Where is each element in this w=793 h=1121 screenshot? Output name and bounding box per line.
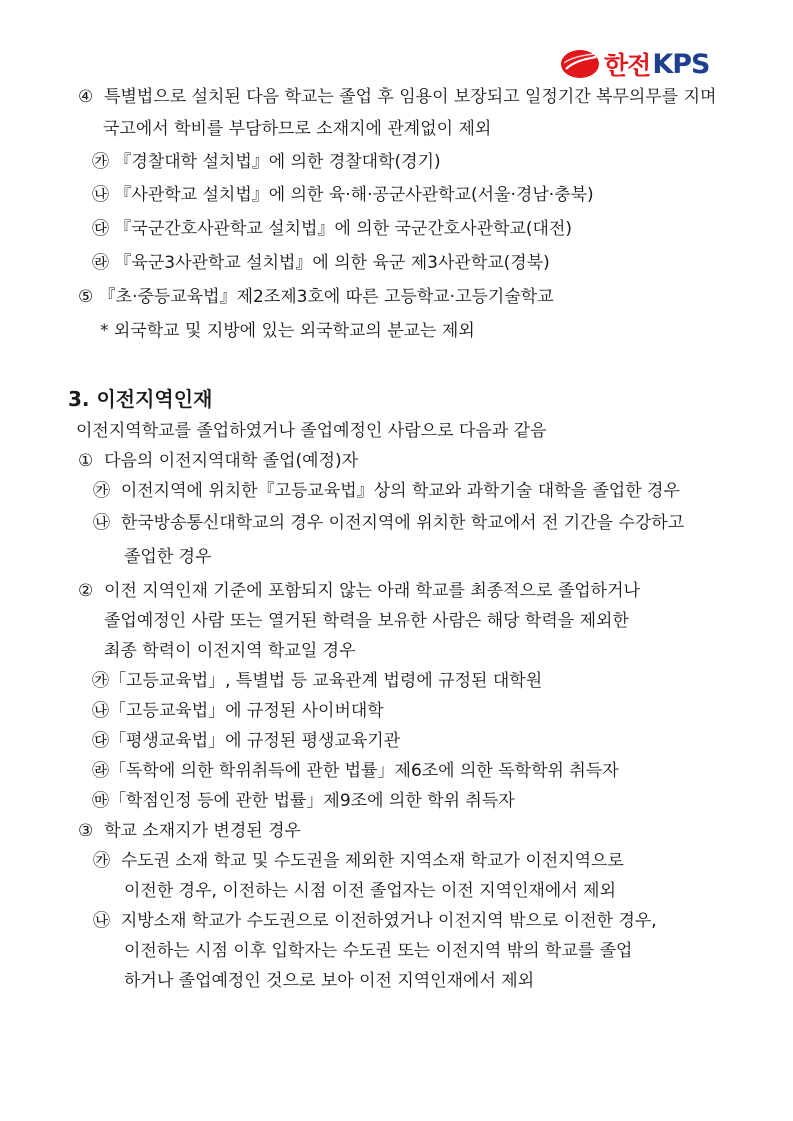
s3-item-1-marker: ① — [78, 451, 94, 471]
item-5-marker: ⑤ — [78, 287, 94, 307]
sub-marker: ㉯ — [93, 911, 110, 931]
item-4-line-1 — [78, 86, 716, 108]
s3-item-3-sub-2-cont-1: 이전하는 시점 이후 입학자는 수도권 또는 이전지역 밖의 학교를 졸업 — [124, 941, 633, 961]
logo-latin-text: KPS — [652, 48, 710, 80]
sub-text: 수도권 소재 학교 및 수도권을 제외한 지역소재 학교가 이전지역으로 — [120, 851, 624, 871]
s3-item-1-sub-2 — [93, 512, 684, 534]
s3-item-2-sub-5 — [92, 790, 515, 812]
sub-marker: ㉱ — [92, 761, 109, 781]
s3-item-2-marker: ② — [78, 581, 94, 601]
sub-marker: ㉰ — [92, 731, 109, 751]
s3-item-1-text: 다음의 이전지역대학 졸업(예정)자 — [104, 451, 359, 471]
sub-text: 「고등교육법」에 규정된 사이버대학 — [109, 701, 384, 721]
section-3-intro: 이전지역학교를 졸업하였거나 졸업예정인 사람으로 다음과 같음 — [76, 421, 547, 441]
sub-marker: ㉲ — [92, 791, 109, 811]
sub-text: 이전지역에 위치한『고등교육법』상의 학교와 과학기술 대학을 졸업한 경우 — [120, 481, 680, 501]
item-4-text-1: 특별법으로 설치된 다음 학교는 졸업 후 임용이 보장되고 일정기간 복무의무를 지며 — [104, 87, 717, 107]
sub-text: 「고등교육법」, 특별법 등 교육관계 법령에 규정된 대학원 — [109, 671, 543, 691]
sub-marker: ㉯ — [93, 513, 110, 533]
s3-item-3-sub-2 — [93, 910, 657, 932]
item-4-sub-1 — [92, 151, 441, 173]
item-5-note: * 외국학교 및 지방에 있는 외국학교의 분교는 제외 — [100, 321, 475, 341]
sub-marker: ㉯ — [92, 701, 109, 721]
item-5-line — [78, 286, 554, 308]
s3-item-3 — [78, 820, 301, 842]
sub-text: 『육군3사관학교 설치법』에 의한 육군 제3사관학교(경북) — [114, 253, 550, 273]
sub-marker: ㉮ — [93, 851, 110, 871]
s3-item-2-text-1: 이전 지역인재 기준에 포함되지 않는 아래 학교를 최종적으로 졸업하거나 — [104, 581, 640, 601]
logo-korean-text: 한전 — [604, 51, 651, 80]
sub-text: 「학점인정 등에 관한 법률」제9조에 의한 학위 취득자 — [109, 791, 515, 811]
s3-item-3-sub-1 — [93, 850, 624, 872]
kepco-kps-logo — [560, 46, 709, 82]
item-4-marker: ④ — [78, 87, 94, 107]
sub-marker: ㉯ — [92, 185, 109, 205]
s3-item-1 — [78, 450, 358, 472]
sub-marker: ㉮ — [92, 152, 109, 172]
s3-item-2-sub-2 — [92, 700, 384, 722]
sub-marker: ㉱ — [92, 253, 109, 273]
s3-item-2-sub-3 — [92, 730, 400, 752]
sub-marker: ㉰ — [92, 219, 109, 239]
s3-item-2-sub-1 — [92, 670, 542, 692]
sub-text: 『경찰대학 설치법』에 의한 경찰대학(경기) — [114, 152, 441, 172]
kps-emblem-icon — [560, 49, 600, 79]
item-5-text: 『초·중등교육법』제2조제3호에 따른 고등학교·고등기술학교 — [98, 287, 554, 307]
s3-item-2-sub-4 — [92, 760, 619, 782]
s3-item-2-line-2: 졸업예정인 사람 또는 열거된 학력을 보유한 사람은 해당 학력을 제외한 — [104, 611, 629, 631]
item-4-sub-2 — [92, 184, 594, 206]
item-4-sub-4 — [92, 252, 550, 274]
sub-text: 한국방송통신대학교의 경우 이전지역에 위치한 학교에서 전 기간을 수강하고 — [120, 513, 685, 533]
s3-item-3-text: 학교 소재지가 변경된 경우 — [104, 821, 301, 841]
sub-marker: ㉮ — [92, 671, 109, 691]
section-3-heading: 3. 이전지역인재 — [68, 387, 213, 411]
item-4-sub-3 — [92, 218, 572, 240]
sub-text: 『사관학교 설치법』에 의한 육·해·공군사관학교(서울·경남·충북) — [114, 185, 594, 205]
s3-item-3-sub-1-cont: 이전한 경우, 이전하는 시점 이전 졸업자는 이전 지역인재에서 제외 — [124, 881, 617, 901]
sub-marker: ㉮ — [93, 481, 110, 501]
s3-item-2-line-1 — [78, 580, 640, 602]
s3-item-1-sub-1 — [93, 480, 680, 502]
item-4-line-2: 국고에서 학비를 부담하므로 소재지에 관계없이 제외 — [103, 119, 492, 139]
s3-item-1-sub-2-cont: 졸업한 경우 — [124, 547, 212, 567]
s3-item-3-marker: ③ — [78, 821, 94, 841]
s3-item-2-line-3: 최종 학력이 이전지역 학교일 경우 — [104, 641, 356, 661]
sub-text: 지방소재 학교가 수도권으로 이전하였거나 이전지역 밖으로 이전한 경우, — [120, 911, 657, 931]
sub-text: 「독학에 의한 학위취득에 관한 법률」제6조에 의한 독학학위 취득자 — [109, 761, 619, 781]
sub-text: 『국군간호사관학교 설치법』에 의한 국군간호사관학교(대전) — [114, 219, 573, 239]
s3-item-3-sub-2-cont-2: 하거나 졸업예정인 것으로 보아 이전 지역인재에서 제외 — [124, 971, 535, 991]
sub-text: 「평생교육법」에 규정된 평생교육기관 — [109, 731, 401, 751]
